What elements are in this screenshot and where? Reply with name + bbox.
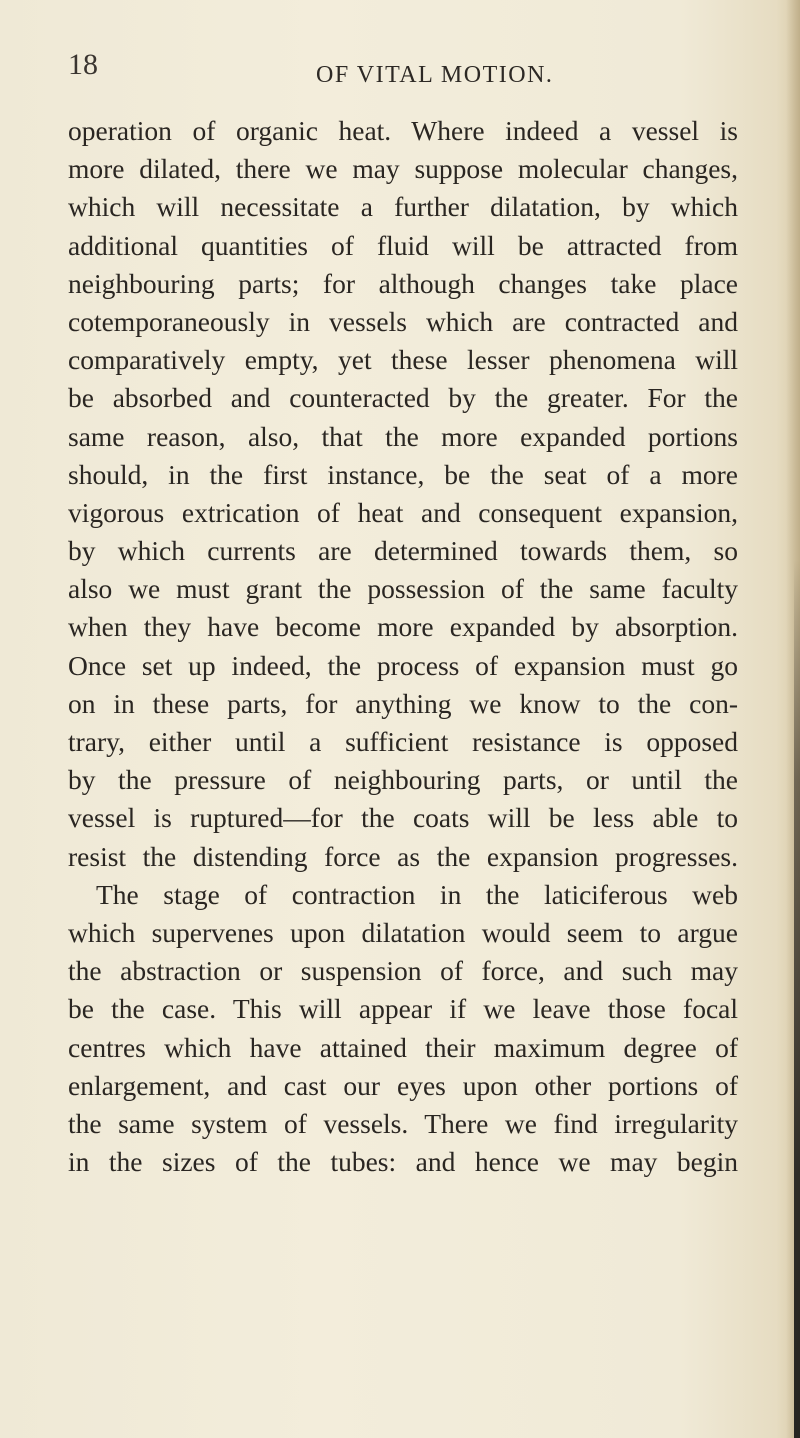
text-line: operation of organic heat. Where indeed a vessel is — [68, 115, 738, 146]
text-line: comparatively empty, yet these lesser phenomena will — [68, 344, 738, 376]
text-line: by which currents are determined towards them, so — [68, 535, 738, 567]
body-text — [68, 112, 738, 1181]
text-line: additional quantities of fluid will be attracted from — [68, 229, 738, 261]
text-line: neighbouring parts; for although changes take place — [68, 267, 738, 299]
text-line: cotemporaneously in vessels which are contracted and — [68, 305, 738, 337]
text-line: trary, either until a sufficient resistance is opposed — [68, 726, 738, 757]
text-line: by the pressure of neighbouring parts, or until the — [68, 764, 738, 796]
text-line: on in these parts, for anything we know to the con- — [68, 687, 738, 719]
text-line: when they have become more expanded by absorption. — [68, 611, 738, 643]
text-line: be the case. This will appear if we leave those focal — [68, 993, 738, 1025]
page-header — [68, 50, 748, 90]
text-line: vigorous extrication of heat and consequent expansion, — [68, 496, 738, 528]
text-line: which supervenes upon dilatation would seem to argue — [68, 916, 738, 948]
text-line: resist the distending force as the expansion progresses. — [68, 840, 738, 872]
text-line: be absorbed and counteracted by the greater. For the — [68, 382, 738, 414]
running-head: OF VITAL MOTION. — [316, 62, 554, 88]
text-line: same reason, also, that the more expanded portions — [68, 420, 738, 452]
page-number: 18 — [68, 48, 98, 81]
text-line: Once set up indeed, the process of expansion must go — [68, 649, 738, 681]
text-line: also we must grant the possession of the same faculty — [68, 573, 738, 605]
text-line: should, in the first instance, be the seat of a more — [68, 458, 738, 490]
text-line: the abstraction or suspension of force, and such may — [68, 955, 738, 987]
text-line: vessel is ruptured—for the coats will be less able to — [68, 802, 738, 834]
text-line: the same system of vessels. There we find irregularity — [68, 1107, 738, 1139]
text-line: more dilated, there we may suppose molecular changes, — [68, 153, 738, 185]
page-edge-dark — [794, 560, 800, 1438]
text-line: centres which have attained their maximum degree of — [68, 1031, 738, 1063]
text-line: enlargement, and cast our eyes upon other portions of — [68, 1069, 738, 1101]
text-line: which will necessitate a further dilatation, by which — [68, 191, 738, 223]
paragraph-start-line: The stage of contraction in the laticiferous web — [96, 878, 738, 910]
text-line: in the sizes of the tubes: and hence we may begin — [68, 1146, 738, 1178]
